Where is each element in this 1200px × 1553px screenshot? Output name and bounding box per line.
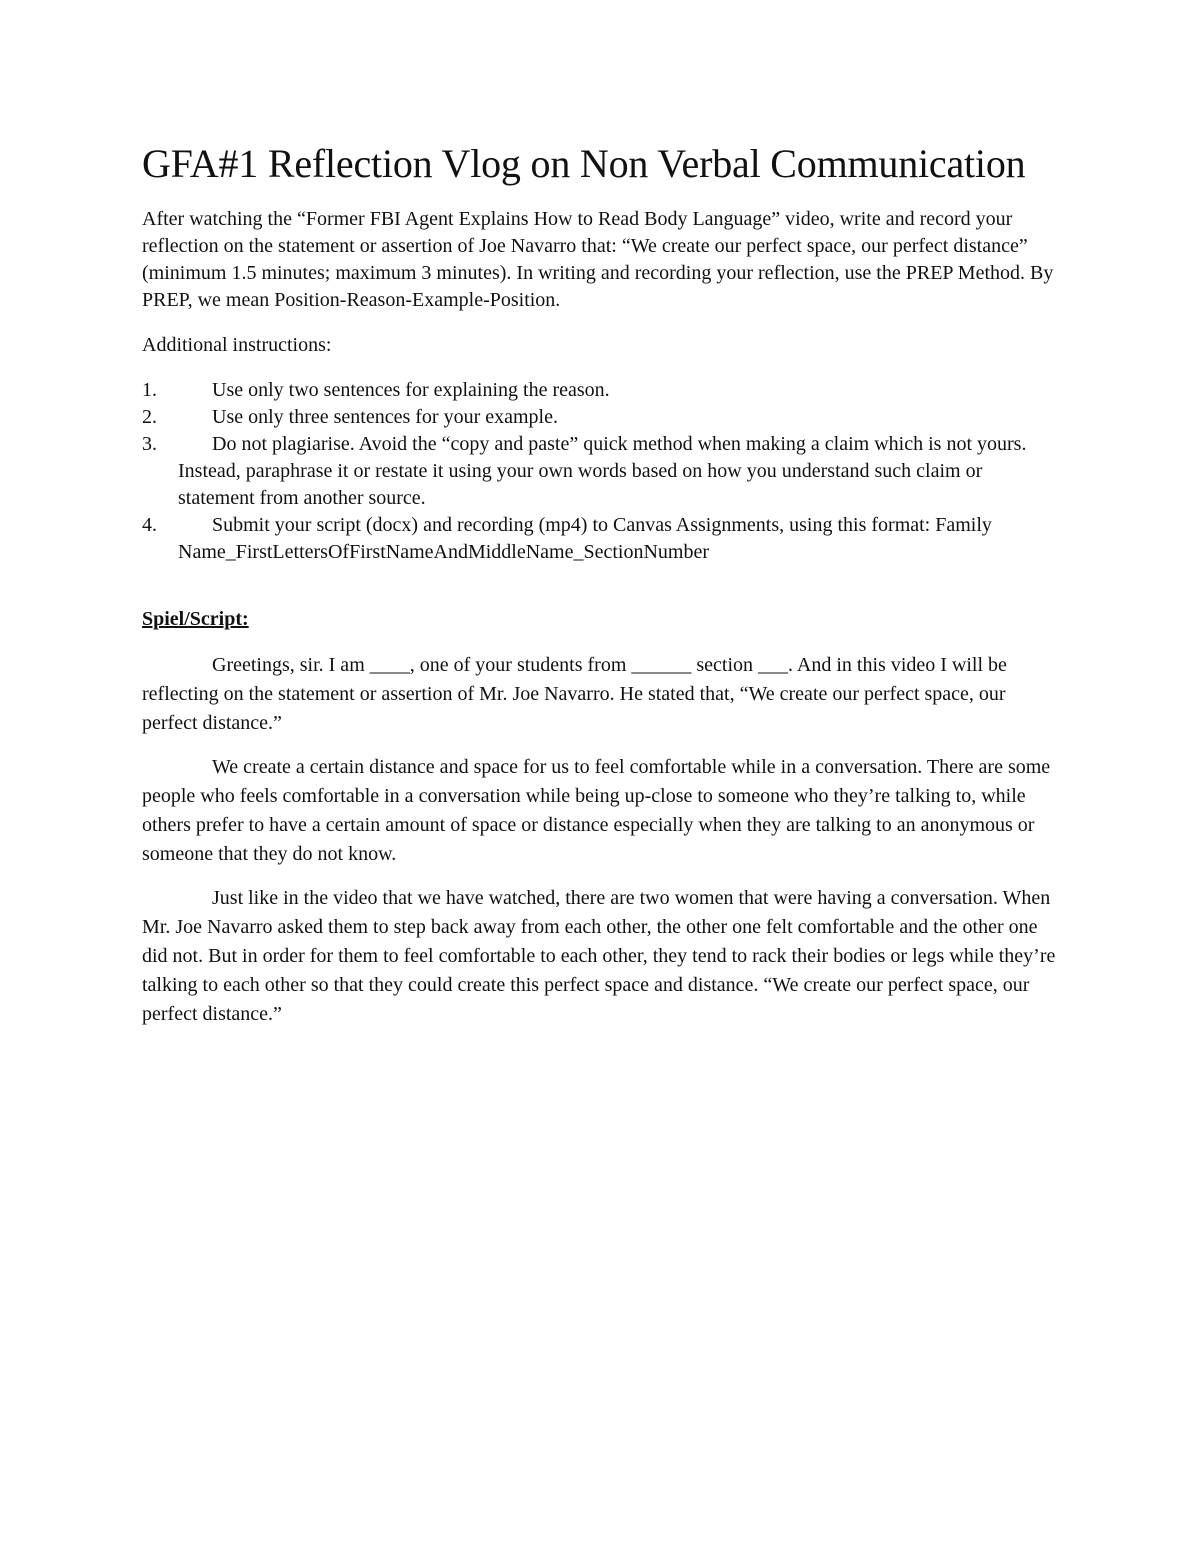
instruction-text: Submit your script (docx) and recording (mp4) to Canvas Assignments, using this format: Family Name_FirstLettersOfFirstNameAndMiddleName_SectionNumber — [178, 514, 992, 563]
instruction-text: Use only two sentences for explaining the reason. — [212, 379, 610, 401]
instruction-number: 4. — [142, 514, 157, 536]
instruction-item-1 — [142, 377, 1062, 404]
document-title: GFA#1 Reflection Vlog on Non Verbal Communication — [142, 141, 1026, 186]
script-paragraph-3: Just like in the video that we have watched, there are two women that were having a conversation. When Mr. Joe Navarro asked them to step back away from each other, the other one felt comfortable and the other one did not. But in order for them to feel comfortable to each other, they tend to rack their bodies or legs while they’re talking to each other so that they could create this perfect space and distance. “We create our perfect space, our perfect distance.” — [142, 887, 1056, 1025]
instruction-number: 2. — [142, 406, 157, 428]
instruction-item-3 — [142, 431, 1062, 512]
instruction-item-2 — [142, 404, 1062, 431]
instruction-item-4 — [142, 512, 1062, 566]
instruction-number: 1. — [142, 379, 157, 401]
script-paragraph-1: Greetings, sir. I am ____, one of your students from ______ section ___. And in this video I will be reflecting on the statement or assertion of Mr. Joe Navarro. He stated that, “We create our perfect space, our perfect distance.” — [142, 654, 1007, 734]
instruction-text: Do not plagiarise. Avoid the “copy and paste” quick method when making a claim which is not yours. Instead, paraphrase it or restate it using your own words based on how you understand such claim or statement from another source. — [178, 433, 1027, 509]
instruction-text: Use only three sentences for your example. — [212, 406, 558, 428]
script-paragraph-2: We create a certain distance and space for us to feel comfortable while in a conversation. There are some people who feels comfortable in a conversation while being up-close to someone who they’re talking to, while others prefer to have a certain amount of space or distance especially when they are talking to an anonymous or someone that they do not know. — [142, 756, 1051, 865]
additional-instructions-label: Additional instructions: — [142, 334, 332, 356]
document-page — [142, 140, 1062, 1044]
instruction-number: 3. — [142, 433, 157, 455]
script-heading: Spiel/Script: — [142, 608, 249, 630]
instructions-list — [142, 377, 1062, 566]
intro-paragraph: After watching the “Former FBI Agent Explains How to Read Body Language” video, write and record your reflection on the statement or assertion of Joe Navarro that: “We create our perfect space, our perfect distance” (minimum 1.5 minutes; maximum 3 minutes). In writing and recording your reflection, use the PREP Method. By PREP, we mean Position-Reason-Example-Position. — [142, 208, 1054, 311]
